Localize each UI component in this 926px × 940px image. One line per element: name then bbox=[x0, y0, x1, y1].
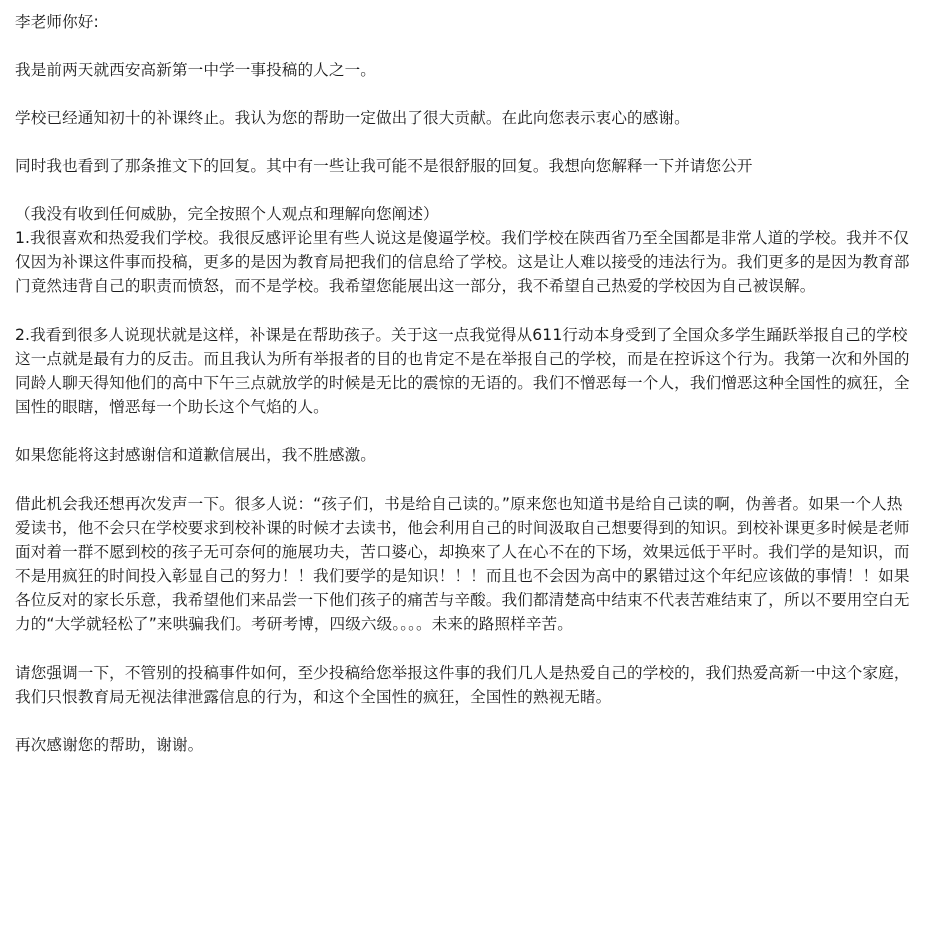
paragraph-gap bbox=[15, 419, 912, 443]
closing-paragraph: 再次感谢您的帮助，谢谢。 bbox=[15, 736, 204, 754]
statement-paragraph: 借此机会我还想再次发声一下。很多人说：“孩子们，书是给自己读的。”原来您也知道书是给自己读的啊，伪善者。如果一个人热爱读书，他不会只在学校要求到校补课的时候才去读书，他会利用自己的时间汲取自己想要得到的知识。到校补课更多时候是老师面对着一群不愿到校的孩子无可奈何的施展功夫，苦口婆心，却换來了人在心不在的下场，效果远低于平时。我们学的是知识，而不是用疯狂的时间投入彰显自己的努力！！我们要学的是知识！！！而且也不会因为高中的累错过这个年纪应该做的事情！！如果各位反对的家长乐意，我希望他们来品尝一下他们孩子的痛苦与辛酸。我们都清楚高中结束不代表苦难结束了，所以不要用空白无力的“大学就轻松了”来哄骗我们。考研考博，四级六级。。。。未来的路照样辛苦。 bbox=[15, 495, 910, 633]
point-2-paragraph: 2.我看到很多人说现状就是这样，补课是在帮助孩子。关于这一点我觉得从611行动本身受到了全国众多学生踊跃举报自己的学校这一点就是最有力的反击。而且我认为所有举报者的目的也肯定不是在举报自己的学校，而是在控诉这个行为。我第一次和外国的同龄人聊天得知他们的高中下午三点就放学的时候是无比的震惊的无语的。我们不憎恶每一个人，我们憎恶这种全国性的疯狂，全国性的眼瞎，憎恶每一个助长这个气焰的人。 bbox=[15, 326, 910, 416]
paragraph-gap bbox=[15, 467, 912, 492]
paragraph-gap bbox=[15, 636, 912, 661]
disclaimer-paragraph: （我没有收到任何威胁，完全按照个人观点和理解向您阐述） bbox=[15, 205, 439, 223]
paragraph-gap bbox=[15, 34, 912, 58]
point-1-paragraph: 1.我很喜欢和热爱我们学校。我很反感评论里有些人说这是傻逼学校。我们学校在陕西省乃至全国都是非常人道的学校。我并不仅仅因为补课这件事而投稿，更多的是因为教育局把我们的信息给了学校。这是让人难以接受的违法行为。我们更多的是因为教育部门竟然违背自己的职责而愤怒，而不是学校。我希望您能展出这一部分，我不希望自己热爱的学校因为自己被误解。 bbox=[15, 229, 910, 295]
thanks-paragraph: 学校已经通知初十的补课终止。我认为您的帮助一定做出了很大贡献。在此向您表示衷心的感谢。 bbox=[15, 109, 690, 127]
intro-paragraph: 我是前两天就西安高新第一中学一事投稿的人之一。 bbox=[15, 61, 376, 79]
emphasis-paragraph: 请您强调一下，不管别的投稿事件如何，至少投稿给您举报这件事的我们几人是热爱自己的学校的，我们热爱高新一中这个家庭，我们只恨教育局无视法律泄露信息的行为，和这个全国性的疯狂，全国性的熟视无睹。 bbox=[15, 664, 910, 706]
paragraph-gap bbox=[15, 298, 912, 323]
paragraph-gap bbox=[15, 178, 912, 202]
paragraph-gap bbox=[15, 130, 912, 154]
request-paragraph: 如果您能将这封感谢信和道歉信展出，我不胜感激。 bbox=[15, 446, 376, 464]
reply-notice-paragraph: 同时我也看到了那条推文下的回复。其中有一些让我可能不是很舒服的回复。我想向您解释一下并请您公开 bbox=[15, 157, 753, 175]
paragraph-gap bbox=[15, 82, 912, 106]
greeting: 李老师你好: bbox=[15, 13, 99, 31]
paragraph-gap bbox=[15, 709, 912, 733]
